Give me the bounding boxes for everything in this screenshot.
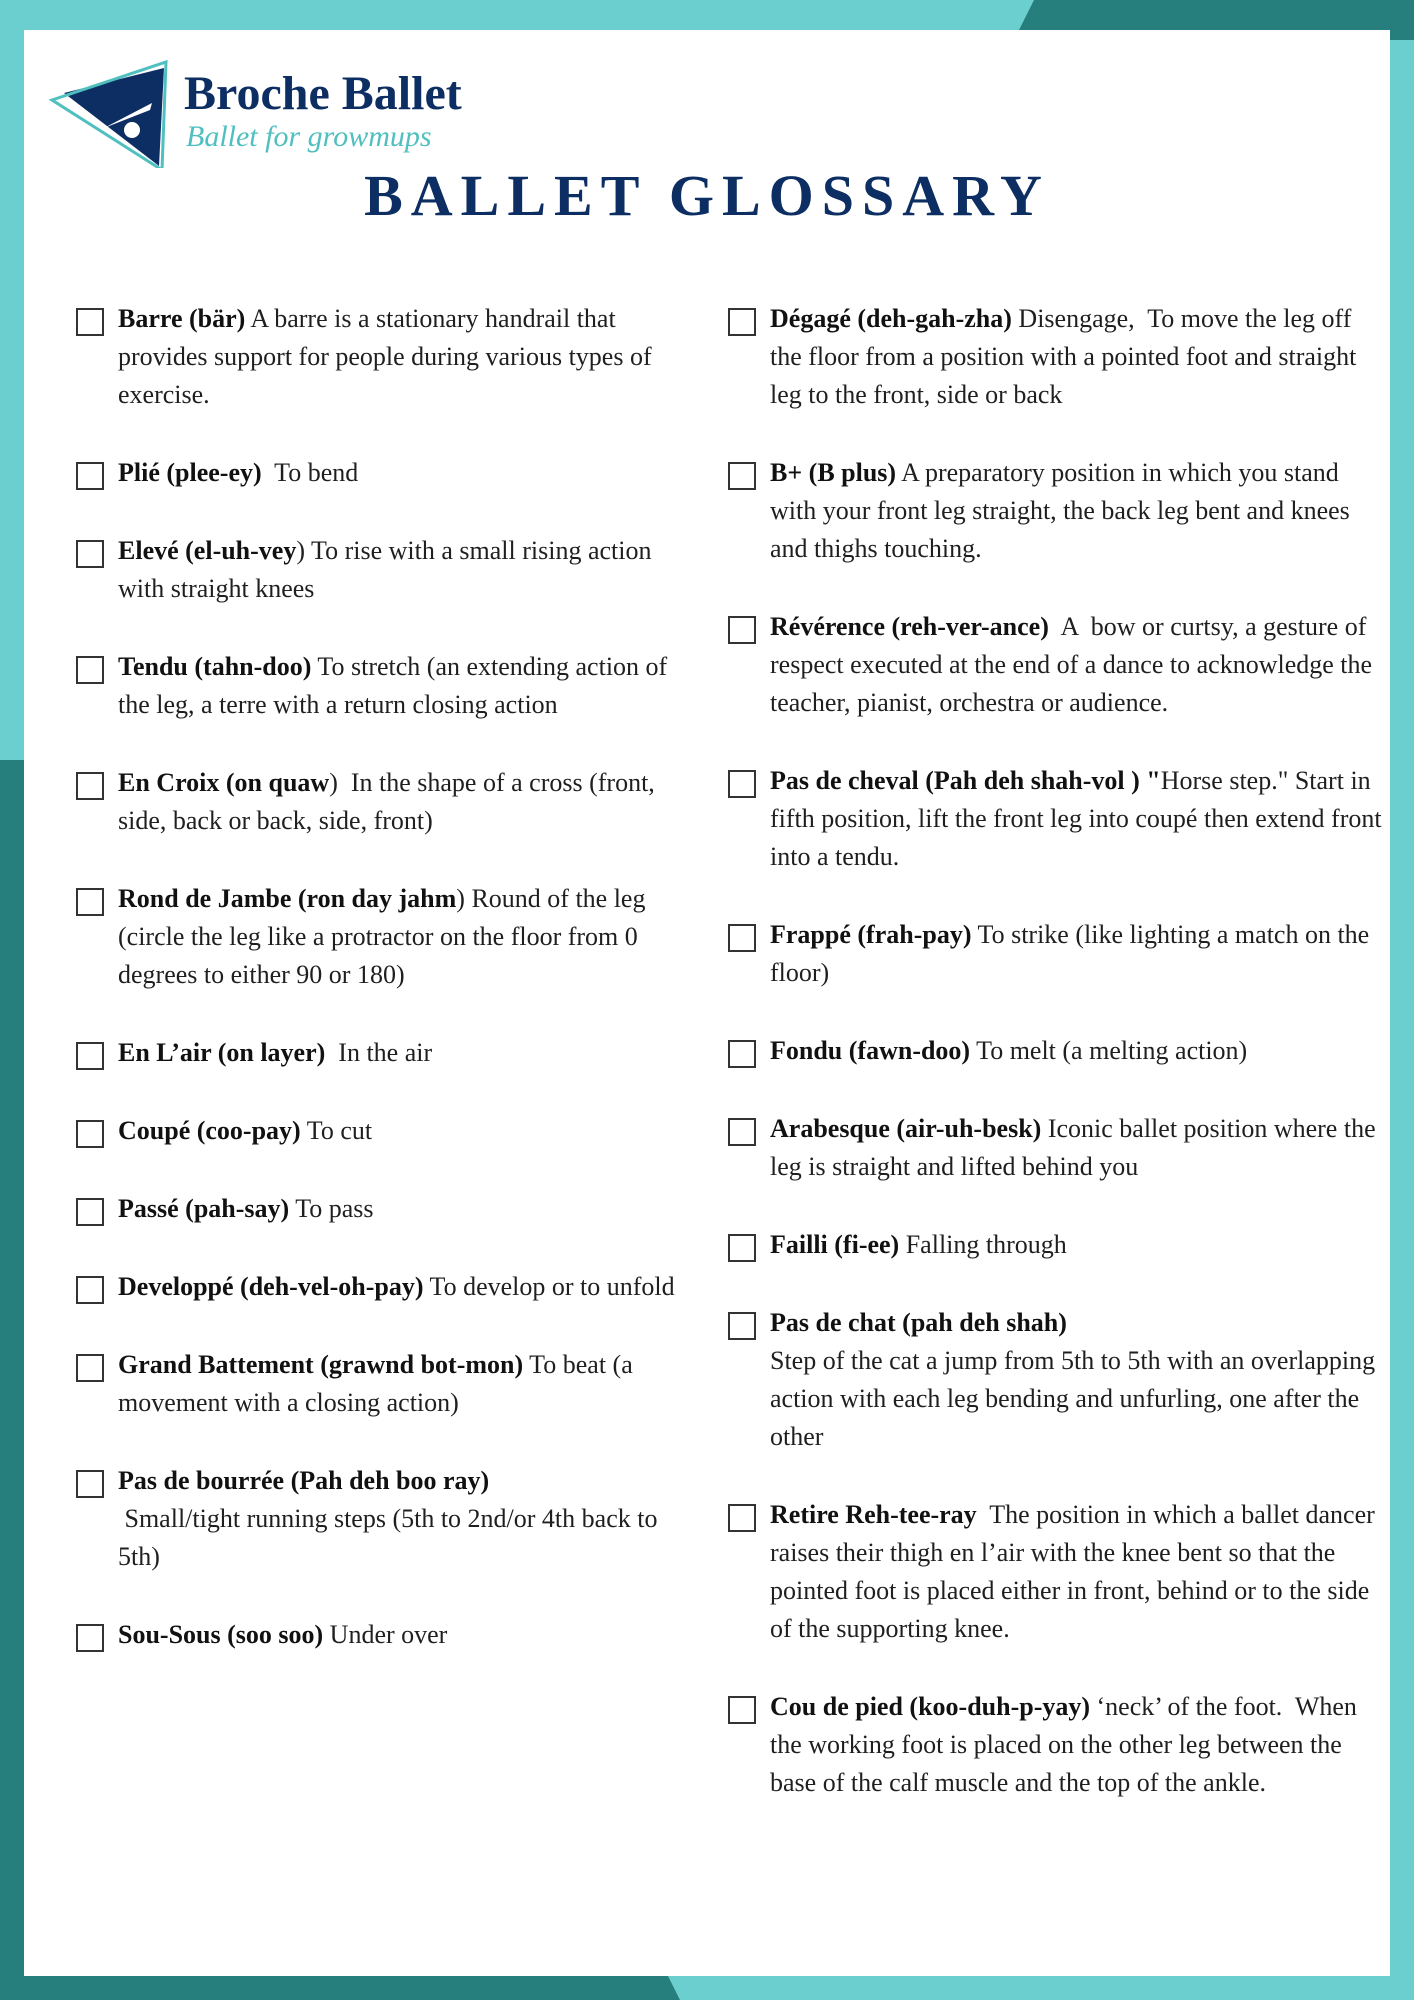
glossary-item (728, 916, 1388, 992)
glossary-definition: Step of the cat a jump from 5th to 5th with an overlapping action with each leg bending and unfurling, one after the other (770, 1346, 1376, 1451)
checkbox[interactable] (76, 1042, 104, 1070)
glossary-definition: A bow or curtsy, a gesture of respect executed at the end of a dance to acknowledge the teacher, pianist, orchestra or audience. (770, 612, 1379, 717)
glossary-definition: ) Round of the leg (circle the leg like a protractor on the floor from 0 degrees to either 90 or 180) (118, 884, 652, 989)
glossary-page (24, 30, 1390, 1976)
glossary-definition: A barre is a stationary handrail that provides support for people during various types of exercise. (118, 304, 659, 409)
glossary-item (76, 1346, 696, 1422)
glossary-definition: Horse step." Start in fifth position, lift the front leg into coupé then extend front into a tendu. (770, 766, 1389, 871)
glossary-term: Barre (bär) (118, 304, 246, 333)
checkbox[interactable] (728, 462, 756, 490)
glossary-definition: To strike (like lighting a match on the floor) (770, 920, 1376, 987)
checkbox[interactable] (728, 1234, 756, 1262)
glossary-term: Coupé (coo-pay) (118, 1116, 301, 1145)
glossary-item (728, 762, 1388, 876)
glossary-term: Cou de pied (koo-duh-p-yay) (770, 1692, 1091, 1721)
glossary-item (76, 648, 696, 724)
glossary-item (728, 454, 1388, 568)
brand-logo (44, 48, 464, 168)
checkbox[interactable] (728, 1312, 756, 1340)
glossary-definition: A preparatory position in which you stand with your front leg straight, the back leg bent and knees and thighs touching. (770, 458, 1357, 563)
brand-name: Broche Ballet (184, 67, 462, 120)
checkbox[interactable] (76, 1624, 104, 1652)
glossary-term: En Croix (on quaw (118, 768, 330, 797)
glossary-term: Frappé (frah-pay) (770, 920, 972, 949)
glossary-definition: ) To rise with a small rising action with straight knees (118, 536, 658, 603)
glossary-definition: To melt (a melting action) (970, 1036, 1248, 1065)
checkbox[interactable] (76, 656, 104, 684)
glossary-term: Dégagé (deh-gah-zha) (770, 304, 1012, 333)
glossary-term: B+ (B plus) (770, 458, 897, 487)
glossary-term: Elevé (el-uh-vey (118, 536, 297, 565)
checkbox[interactable] (76, 1198, 104, 1226)
glossary-definition: To cut (300, 1116, 373, 1145)
glossary-definition: Small/tight running steps (5th to 2nd/or 4th back to 5th) (118, 1504, 658, 1571)
glossary-definition: To stretch (an extending action of the leg, a terre with a return closing action (118, 652, 674, 719)
checkbox[interactable] (76, 772, 104, 800)
checkbox[interactable] (728, 1118, 756, 1146)
checkbox[interactable] (728, 924, 756, 952)
checkbox[interactable] (728, 308, 756, 336)
glossary-term: En L’air (on layer) (118, 1038, 326, 1067)
glossary-item (728, 1110, 1388, 1186)
glossary-definition: ) In the shape of a cross (front, side, back or back, side, front) (118, 768, 662, 835)
glossary-definition: Under over (323, 1620, 448, 1649)
glossary-item (728, 1496, 1388, 1648)
glossary-definition: To beat (a movement with a closing action) (118, 1350, 640, 1417)
checkbox[interactable] (728, 770, 756, 798)
page-title: BALLET GLOSSARY (364, 163, 1050, 228)
glossary-item (76, 764, 696, 840)
checkbox[interactable] (76, 1276, 104, 1304)
glossary-term: Retire Reh-tee-ray (770, 1500, 977, 1529)
glossary-item (76, 1112, 696, 1150)
glossary-item (76, 532, 696, 608)
checkbox[interactable] (76, 1354, 104, 1382)
glossary-term: Arabesque (air-uh-besk) (770, 1114, 1042, 1143)
glossary-item (76, 1462, 696, 1576)
glossary-left-column (76, 300, 696, 1694)
glossary-term: Failli (fi-ee) (770, 1230, 900, 1259)
glossary-item (728, 608, 1388, 722)
glossary-item (728, 1226, 1388, 1264)
glossary-item (76, 1034, 696, 1072)
glossary-item (728, 1688, 1388, 1802)
glossary-definition: ‘neck’ of the foot. When the working foot is placed on the other leg between the base of the calf muscle and the top of the ankle. (770, 1692, 1364, 1797)
glossary-item (76, 880, 696, 994)
glossary-definition: In the air (325, 1038, 433, 1067)
glossary-term: Developpé (deh-vel-oh-pay) (118, 1272, 424, 1301)
glossary-item (76, 1268, 696, 1306)
glossary-item (728, 1032, 1388, 1070)
ballet-logo-icon (44, 48, 184, 168)
glossary-item (728, 300, 1388, 414)
checkbox[interactable] (76, 1470, 104, 1498)
glossary-term: Pas de bourrée (Pah deh boo ray) (118, 1466, 490, 1495)
checkbox[interactable] (76, 540, 104, 568)
glossary-term: Révérence (reh-ver-ance) (770, 612, 1049, 641)
glossary-definition: Iconic ballet position where the leg is straight and lifted behind you (770, 1114, 1383, 1181)
checkbox[interactable] (76, 462, 104, 490)
glossary-definition: To develop or to unfold (423, 1272, 675, 1301)
glossary-term: Passé (pah-say) (118, 1194, 290, 1223)
glossary-term: Fondu (fawn-doo) (770, 1036, 971, 1065)
glossary-term: Tendu (tahn-doo) (118, 652, 312, 681)
checkbox[interactable] (728, 616, 756, 644)
glossary-term: Pas de cheval (Pah deh shah-vol ) " (770, 766, 1161, 795)
glossary-right-column (728, 300, 1388, 1842)
glossary-definition: To pass (289, 1194, 374, 1223)
glossary-item (76, 1190, 696, 1228)
glossary-definition: The position in which a ballet dancer raises their thigh en l’air with the knee bent so that the pointed foot is placed either in front, behind or to the side of the supporting knee. (770, 1500, 1382, 1643)
glossary-term: Plié (plee-ey) (118, 458, 262, 487)
glossary-term: Sou-Sous (soo soo) (118, 1620, 324, 1649)
glossary-term: Grand Battement (grawnd bot-mon) (118, 1350, 524, 1379)
glossary-definition: Falling through (899, 1230, 1067, 1259)
glossary-term: Pas de chat (pah deh shah) (770, 1308, 1067, 1337)
glossary-item (76, 454, 696, 492)
checkbox[interactable] (728, 1040, 756, 1068)
brand-tagline: Ballet for growmups (186, 120, 432, 153)
checkbox[interactable] (76, 1120, 104, 1148)
checkbox[interactable] (728, 1696, 756, 1724)
glossary-item (76, 1616, 696, 1654)
glossary-definition: To bend (261, 458, 359, 487)
checkbox[interactable] (76, 888, 104, 916)
checkbox[interactable] (728, 1504, 756, 1532)
glossary-item (76, 300, 696, 414)
checkbox[interactable] (76, 308, 104, 336)
glossary-item (728, 1304, 1388, 1456)
glossary-definition: Disengage, To move the leg off the floor from a position with a pointed foot and straight leg to the front, side or back (770, 304, 1363, 409)
glossary-term: Rond de Jambe (ron day jahm (118, 884, 457, 913)
